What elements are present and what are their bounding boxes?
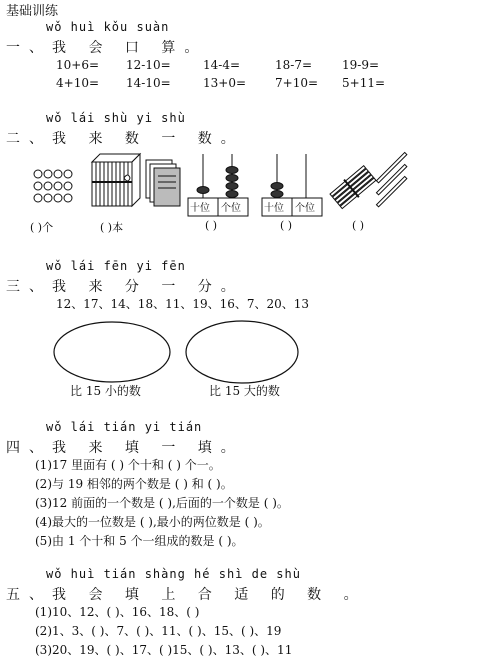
abacus-tens-label: 十位 (264, 203, 284, 214)
problem: 10+6= (56, 58, 100, 72)
s4-heading: 四、我 来 填 一 填。 (6, 440, 244, 456)
less-than-15-label: 比 15 小的数 (70, 384, 141, 398)
s2-pinyin: wǒ lái shù yi shù (46, 111, 186, 125)
right-sort-ellipse (186, 321, 298, 383)
s2-heading: 二、我 来 数 一 数。 (6, 131, 244, 147)
abacus-tens-label: 十位 (190, 203, 210, 214)
s5-heading: 五、我 会 填 上 合 适 的 数 。 (6, 587, 367, 603)
sequence-item: (2)1、3、( )、7、( )、11、( )、15、( )、19 (35, 624, 282, 638)
problem: 14-10= (126, 76, 171, 90)
problem: 5+11= (342, 76, 386, 90)
fill-item: (3)12 前面的一个数是 ( ),后面的一个数是 ( )。 (35, 496, 289, 510)
fill-item: (2)与 19 相邻的两个数是 ( ) 和 ( )。 (35, 477, 233, 491)
s1-pinyin: wǒ huì kǒu suàn (46, 20, 170, 34)
circles-group (34, 170, 72, 202)
book-bundle-icon (92, 154, 140, 206)
problem: 19-9= (342, 58, 380, 72)
sequence-item: (3)20、19、( )、17、( )15、( )、13、( )、11 (35, 643, 293, 657)
problem: 18-7= (275, 58, 313, 72)
fill-item: (4)最大的一位数是 ( ),最小的两位数是 ( )。 (35, 515, 270, 529)
s1-row-1 (0, 58, 501, 76)
answer-blank[interactable]: ( ) (205, 219, 218, 232)
s4-pinyin: wǒ lái tián yi tián (46, 420, 203, 434)
s3-pinyin: wǒ lái fēn yi fēn (46, 259, 186, 273)
answer-blank[interactable]: ( )本 (100, 221, 124, 234)
abacus-ones-label: 个位 (221, 203, 241, 214)
problem: 4+10= (56, 76, 100, 90)
sticks-icon (376, 152, 406, 206)
page-title: 基础训练 (6, 4, 59, 19)
problem: 12-10= (126, 58, 171, 72)
s1-row-2 (0, 76, 501, 94)
stick-bundle-icon (329, 164, 377, 210)
numbers-to-sort: 12、17、14、18、11、19、16、7、20、13 (56, 297, 310, 311)
fill-item: (5)由 1 个十和 5 个一组成的数是 ( )。 (35, 534, 244, 548)
s5-pinyin: wǒ huì tián shàng hé shì de shù (46, 567, 301, 581)
answer-blank[interactable]: ( )个 (30, 221, 54, 234)
answer-blank[interactable]: ( ) (352, 219, 365, 232)
s1-heading: 一、我 会 口 算。 (6, 40, 208, 56)
fill-item: (1)17 里面有 ( ) 个十和 ( ) 个一。 (35, 458, 221, 472)
left-sort-ellipse (54, 322, 170, 382)
counting-pictures (0, 148, 501, 218)
sorting-circles (0, 318, 501, 386)
problem: 14-4= (203, 58, 241, 72)
greater-than-15-label: 比 15 大的数 (209, 384, 280, 398)
answer-blank[interactable]: ( ) (280, 219, 293, 232)
abacus-ones-label: 个位 (295, 203, 315, 214)
books-icon (146, 160, 180, 206)
problem: 13+0= (203, 76, 247, 90)
sequence-item: (1)10、12、( )、16、18、( ) (35, 605, 200, 619)
s3-heading: 三、我 来 分 一 分。 (6, 279, 244, 295)
problem: 7+10= (275, 76, 319, 90)
